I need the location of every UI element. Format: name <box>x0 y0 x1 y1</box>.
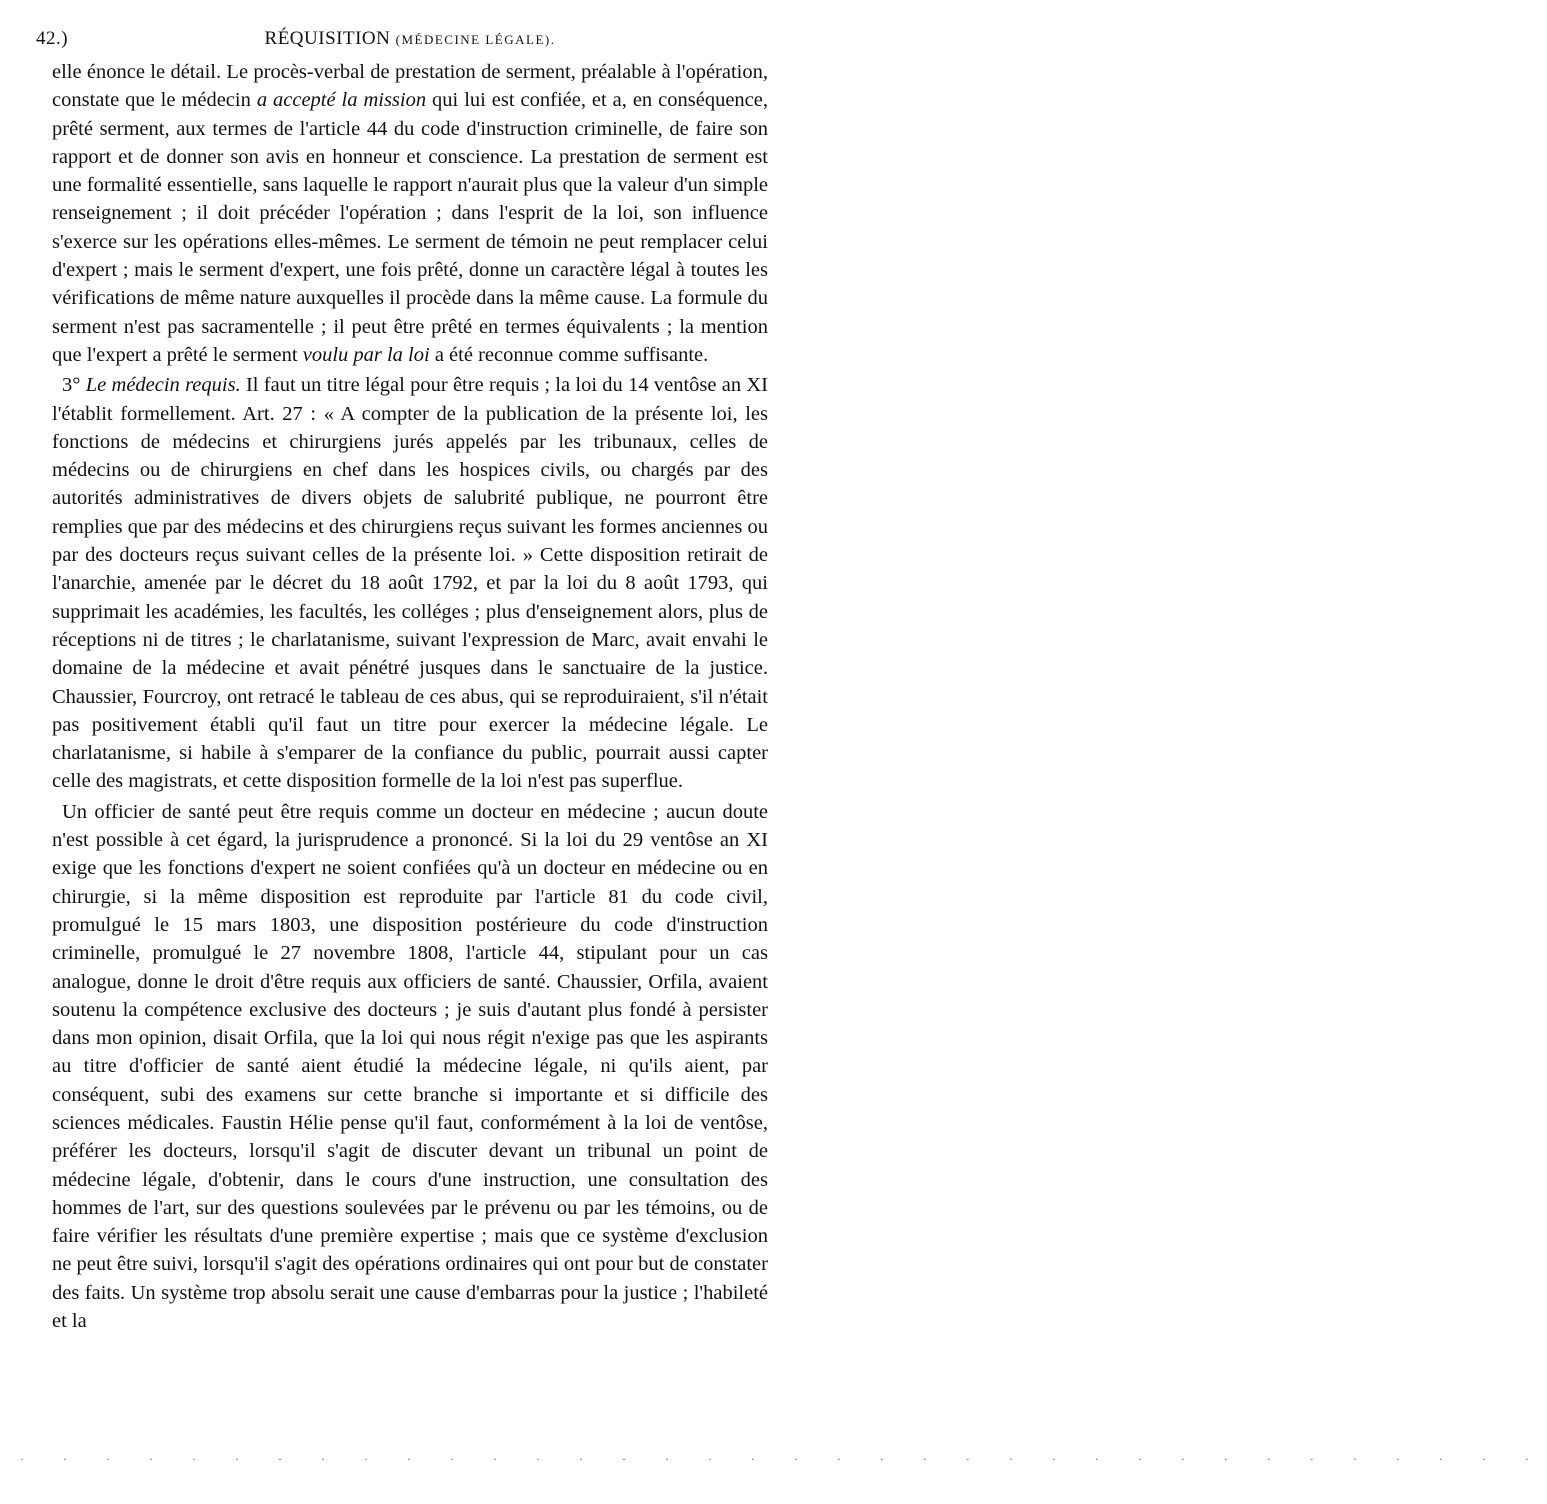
paragraph <box>52 371 768 795</box>
book-page <box>36 28 768 1335</box>
text-run: elle énonce le détail. Le procès-verbal de prestation de serment, préalable à l'opération, constate que le médecin <box>52 61 768 112</box>
bottom-scan-marks: · · · · · · · · · · · · · · · · · · · · · · · · · · · · · · · · · · · · <box>20 1452 1547 1466</box>
italic-text: voulu par la loi <box>302 343 430 366</box>
running-title <box>52 28 768 50</box>
text-run: 3° <box>62 374 86 397</box>
running-title-main: RÉQUISITION <box>264 28 391 49</box>
italic-text: Le médecin requis. <box>85 374 241 397</box>
text-run: Un officier de santé peut être requis comme un docteur en médecine ; aucun doute n'est possible à cet égard, la jurisprudence a prononcé. Si la loi du 29 ventôse an XI exige que les fonctions d'expert ne soient confiées qu'à un docteur en médecine ou en chirurgie, si la même disposition est reproduite par l'article 81 du code civil, promulgué le 15 mars 1803, une disposition postérieure du code d'instruction criminelle, promulgué le 27 novembre 1808, l'article 44, stipulant pour un cas analogue, donne le droit d'être requis aux officiers de santé. Chaussier, Orfila, avaient soutenu la compétence exclusive des docteurs ; je suis d'autant plus fondé à persister dans mon opinion, disait Orfila, que la loi qui nous régit n'exige pas que les aspirants au titre d'officier de santé aient étudié la médecine légale, ni qu'ils aient, par conséquent, subi des examens sur cette branche si importante et si difficile des sciences médicales. Faustin Hélie pense qu'il faut, conformément à la loi de ventôse, préférer les docteurs, lorsqu'il s'agit de discuter devant un tribunal un point de médecine légale, d'obtenir, dans le cours d'une instruction, une consultation des hommes de l'art, sur des questions soulevées par le prévenu ou par les témoins, ou de faire vérifier les résultats d'une première expertise ; mais que ce système d'exclusion ne peut être suivi, lorsqu'il s'agit des opérations ordinaires qui ont pour but de constater des faits. Un système trop absolu serait une cause d'embarras pour la justice ; l'habileté et la <box>52 800 768 1333</box>
paragraph <box>52 798 768 1336</box>
running-title-subtitle: (MÉDECINE LÉGALE). <box>395 32 556 47</box>
text-run: a été reconnue comme suffisante. <box>429 343 709 366</box>
body-text <box>52 58 768 1335</box>
page-number: 42.) <box>36 28 69 49</box>
paragraph <box>52 58 768 369</box>
text-run: qui lui est confiée, et a, en conséquence, prêté serment, aux termes de l'article 44 du code d'instruction criminelle, de faire son rapport et de donner son avis en honneur et conscience. La prestation de serment est une formalité essentielle, sans laquelle le rapport n'aurait plus que la valeur d'un simple renseignement ; il doit précéder l'opération ; dans l'esprit de la loi, son influence s'exerce sur les opérations elles-mêmes. Le serment de témoin ne peut remplacer celui d'expert ; mais le serment d'expert, une fois prêté, donne un caractère légal à toutes les vérifications de même nature auxquelles il procède dans la même cause. La formule du serment n'est pas sacramentelle ; il peut être prêté en termes équivalents ; la mention que l'expert a prêté le serment <box>52 89 768 366</box>
italic-text: a accepté la mission <box>256 89 427 112</box>
text-run: Il faut un titre légal pour être requis ; la loi du 14 ventôse an XI l'établit formellement. Art. 27 : « A compter de la publication de la présente loi, les fonctions de médecins et chirurgiens jurés appelés par les tribunaux, celles de médecins ou de chirurgiens en chef dans les hospices civils, ou chargés par des autorités administratives de divers objets de salubrité publique, ne pourront être remplies que par des médecins et des chirurgiens reçus suivant les formes anciennes ou par des docteurs reçus suivant celles de la présente loi. » Cette disposition retirait de l'anarchie, amenée par le décret du 18 août 1792, et par la loi du 8 août 1793, qui supprimait les académies, les facultés, les colléges ; plus d'enseignement alors, plus de réceptions ni de titres ; le charlatanisme, suivant l'expression de Marc, avait envahi le domaine de la médecine et avait pénétré jusques dans le sanctuaire de la justice. Chaussier, Fourcroy, ont retracé le tableau de ces abus, qui se reproduiraient, s'il n'était pas positivement établi qu'il faut un titre pour exercer la médecine légale. Le charlatanisme, si habile à s'emparer de la confiance du public, pourrait aussi capter celle des magistrats, et cette disposition formelle de la loi n'est pas superflue. <box>52 374 768 793</box>
running-head <box>36 28 768 58</box>
